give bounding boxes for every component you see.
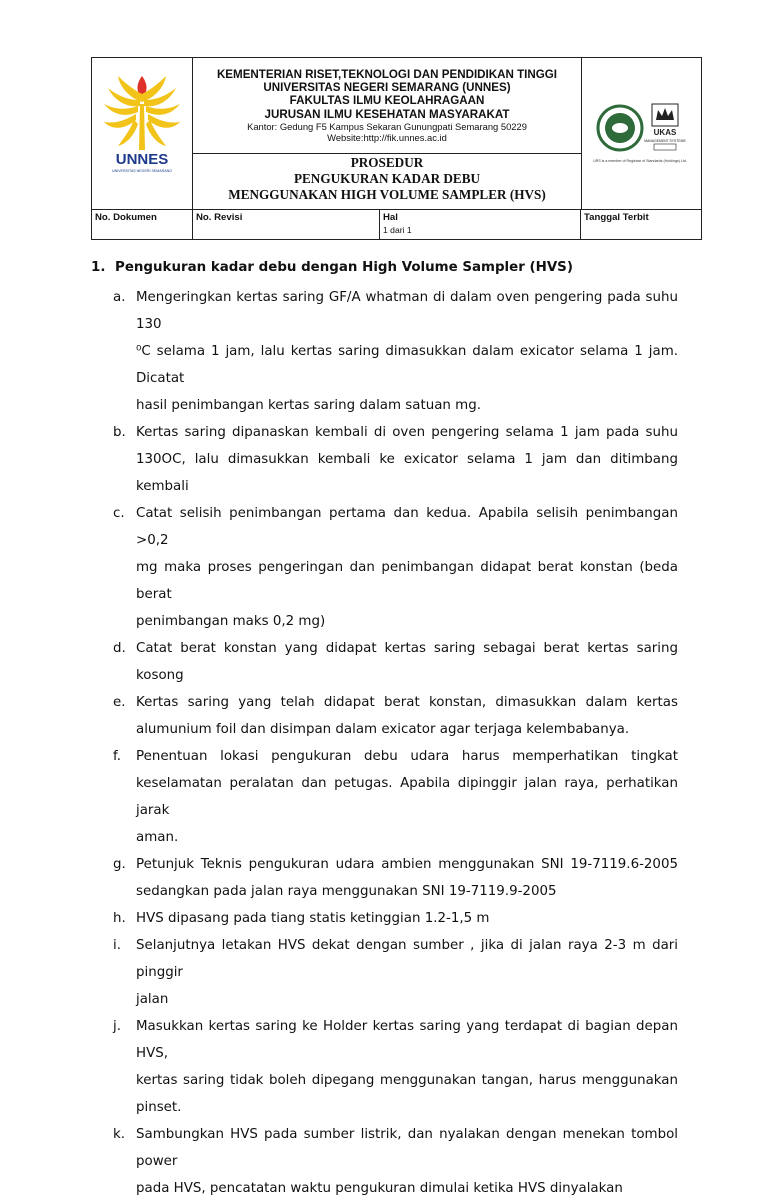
item-label: h. [113,911,126,926]
list-item-j [91,1013,678,1121]
item-line: Selanjutnya letakan HVS dekat dengan sumber , jika di jalan raya 2-3 m dari pinggir [136,938,678,980]
procedure-subtitle-2: MENGGUNAKAN HIGH VOLUME SAMPLER (HVS) [228,187,546,202]
website-text: Website:http://fik.unnes.ac.id [327,131,447,143]
item-label: e. [113,695,126,710]
item-label: f. [113,749,121,764]
list-item-b [91,419,678,500]
item-line: mg maka proses pengeringan dan penimbangan didapat berat konstan (beda berat [136,560,678,602]
ukas-badge-text: UKAS [653,128,677,137]
procedure-title [193,154,581,209]
list-item-g [91,851,678,905]
revision-label: No. Revisi [196,212,243,223]
item-line: sedangkan pada jalan raya menggunakan SNI 19-7119.9-2005 [136,884,557,899]
item-label: k. [113,1127,126,1142]
item-label: a. [113,290,126,305]
certification-logos [582,58,700,208]
item-line: ⁰C selama 1 jam, lalu kertas saring dimasukkan dalam exicator selama 1 jam. Dicatat [136,344,678,386]
document-header [91,57,702,240]
item-line: pada HVS, pencatatan waktu pengukuran dimulai ketika HVS dinyalakan [136,1181,623,1196]
ukas-number-box [654,144,676,150]
item-line: Catat berat konstan yang didapat kertas saring sebagai berat kertas saring kosong [136,641,678,683]
list-item-f [91,743,678,851]
iso-seal-mark-icon [612,123,628,133]
item-label: g. [113,857,126,872]
item-line: hasil penimbangan kertas saring dalam satuan mg. [136,398,481,413]
ukas-crown-icon [652,104,678,126]
item-line: Catat selisih penimbangan pertama dan kedua. Apabila selisih penimbangan >0,2 [136,506,678,548]
item-label: c. [113,506,125,521]
logo-tagline: UNIVERSITAS NEGERI SEMARANG [111,169,173,173]
faculty-name: FAKULTAS ILMU KEOLAHRAGAAN [289,94,485,108]
item-line: penimbangan maks 0,2 mg) [136,614,326,629]
logo-name: UNNES [115,151,169,168]
item-line: pinset. [136,1100,182,1115]
section-title: Pengukuran kadar debu dengan High Volume Sampler (HVS) [115,260,573,275]
item-label: i. [113,938,121,953]
item-line: Mengeringkan kertas saring GF/A whatman di dalam oven pengering pada suhu 130 [136,290,678,332]
doc-number-cell [92,210,193,240]
list-item-i [91,932,678,1013]
ukas-sub-text: MANAGEMENT SYSTEMS [644,139,686,143]
revision-cell [193,210,380,240]
unnes-logo-icon [92,58,192,208]
office-address: Kantor: Gedung F5 Kampus Sekaran Gunungpati Semarang 50229 [247,120,527,132]
list-item-a [91,284,678,419]
university-name: UNIVERSITAS NEGERI SEMARANG (UNNES) [263,81,511,95]
page-value: 1 dari 1 [383,225,412,235]
item-line: alumunium foil dan disimpan dalam exicator agar terjaga kelembabanya. [136,722,630,737]
procedure-label: PROSEDUR [350,155,424,170]
item-label: j. [113,1019,121,1034]
item-label: d. [113,641,126,656]
issue-date-cell [581,210,701,240]
page-label: Hal [383,212,398,223]
item-line: Kertas saring dipanaskan kembali di oven pengering selama 1 jam pada suhu [136,425,678,440]
cert-caption: URS is a member of Registrar of Standards (Holdings) Ltd. [593,159,687,163]
institution-info [193,58,581,154]
list-item-c [91,500,678,635]
item-line: Petunjuk Teknis pengukuran udara ambien menggunakan SNI 19-7119.6-2005 [136,857,678,872]
list-item-e [91,689,678,743]
list-item-h [91,905,678,932]
procedure-content [91,258,678,1202]
ministry-name: KEMENTERIAN RISET,TEKNOLOGI DAN PENDIDIKAN TINGGI [216,68,558,81]
item-line: HVS dipasang pada tiang statis ketinggian 1.2-1,5 m [136,911,490,926]
department-name: JURUSAN ILMU KESEHATAN MASYARAKAT [264,107,510,121]
item-line: aman. [136,830,179,845]
section-heading [91,258,678,284]
section-number: 1. [91,260,106,275]
issue-date-label: Tanggal Terbit [584,212,649,223]
procedure-subtitle-1: PENGUKURAN KADAR DEBU [293,171,481,186]
item-line: Kertas saring yang telah didapat berat konstan, dimasukkan dalam kertas [136,695,678,710]
certification-cell [581,58,701,209]
document-meta-row [92,209,701,239]
item-line: jalan [136,992,169,1007]
item-line: 130OC, lalu dimasukkan kembali ke exicator selama 1 jam dan ditimbang kembali [136,452,678,494]
item-label: b. [113,425,126,440]
item-line: Penentuan lokasi pengukuran debu udara harus memperhatikan tingkat [136,749,678,764]
list-item-d [91,635,678,689]
item-line: Sambungkan HVS pada sumber listrik, dan nyalakan dengan menekan tombol power [136,1127,678,1169]
item-line: keselamatan peralatan dan petugas. Apabila dipinggir jalan raya, perhatikan jarak [136,776,678,818]
item-line: kertas saring tidak boleh dipegang menggunakan tangan, harus menggunakan [136,1073,678,1088]
logo-cell [92,58,193,209]
page-cell [380,210,581,240]
item-line: Masukkan kertas saring ke Holder kertas saring yang terdapat di bagian depan HVS, [136,1019,678,1061]
list-item-k [91,1121,678,1202]
doc-number-label: No. Dokumen [95,212,157,223]
